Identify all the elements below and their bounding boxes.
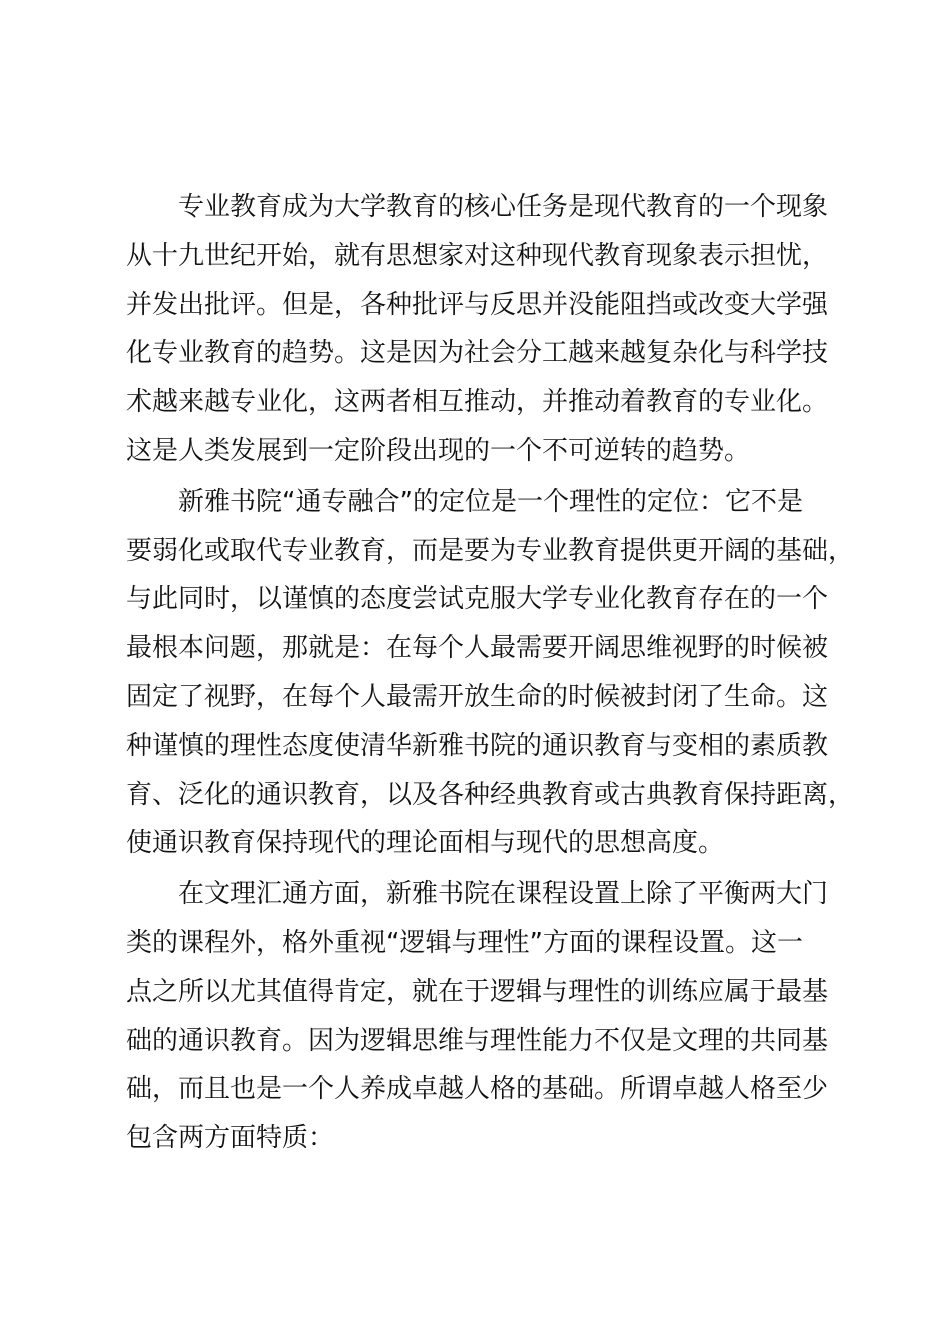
text-line: 类的课程外，格外重视“逻辑与理性”方面的课程设置。这一	[126, 927, 803, 958]
text-line: 种谨慎的理性态度使清华新雅书院的通识教育与变相的素质教	[126, 730, 829, 761]
text-line: 新雅书院“通专融合”的定位是一个理性的定位：它不是	[178, 486, 803, 517]
paragraph-1	[126, 183, 832, 476]
text-line: 最根本问题，那就是：在每个人最需要开阔思维视野的时候被	[126, 633, 829, 664]
text-line: 与此同时，以谨慎的态度尝试克服大学专业化教育存在的一个	[126, 584, 829, 615]
text-line: 点之所以尤其值得肯定，就在于逻辑与理性的训练应属于最基	[126, 976, 829, 1007]
body-text	[126, 183, 855, 1163]
text-line: 使通识教育保持现代的理论面相与现代的思想高度。	[126, 828, 725, 859]
text-line: 固定了视野，在每个人最需开放生命的时候被封闭了生命。这	[126, 681, 829, 712]
paragraph-2	[126, 478, 855, 868]
text-line: 化专业教育的趋势。这是因为社会分工越来越复杂化与科学技	[126, 338, 829, 369]
text-line: 术越来越专业化，这两者相互推动，并推动着教育的专业化。	[126, 387, 829, 418]
text-line: 从十九世纪开始，就有思想家对这种现代教育现象表示担忧，	[126, 240, 829, 271]
text-line: 础的通识教育。因为逻辑思维与理性能力不仅是文理的共同基	[126, 1025, 829, 1056]
text-line: 包含两方面特质：	[126, 1123, 335, 1154]
text-line: 并发出批评。但是，各种批评与反思并没能阻挡或改变大学强	[126, 289, 829, 320]
text-line: 专业教育成为大学教育的核心任务是现代教育的一个现象	[178, 192, 829, 222]
text-line: 础，而且也是一个人养成卓越人格的基础。所谓卓越人格至少	[126, 1074, 829, 1105]
text-line: 要弱化或取代专业教育，而是要为专业教育提供更开阔的基础，	[126, 535, 855, 566]
text-line: 在文理汇通方面，新雅书院在课程设置上除了平衡两大门	[178, 879, 829, 910]
text-line: 这是人类发展到一定阶段出现的一个不可逆转的趋势。	[126, 435, 751, 466]
text-line: 育、泛化的通识教育，以及各种经典教育或古典教育保持距离，	[126, 779, 855, 810]
paragraph-3	[126, 870, 832, 1163]
